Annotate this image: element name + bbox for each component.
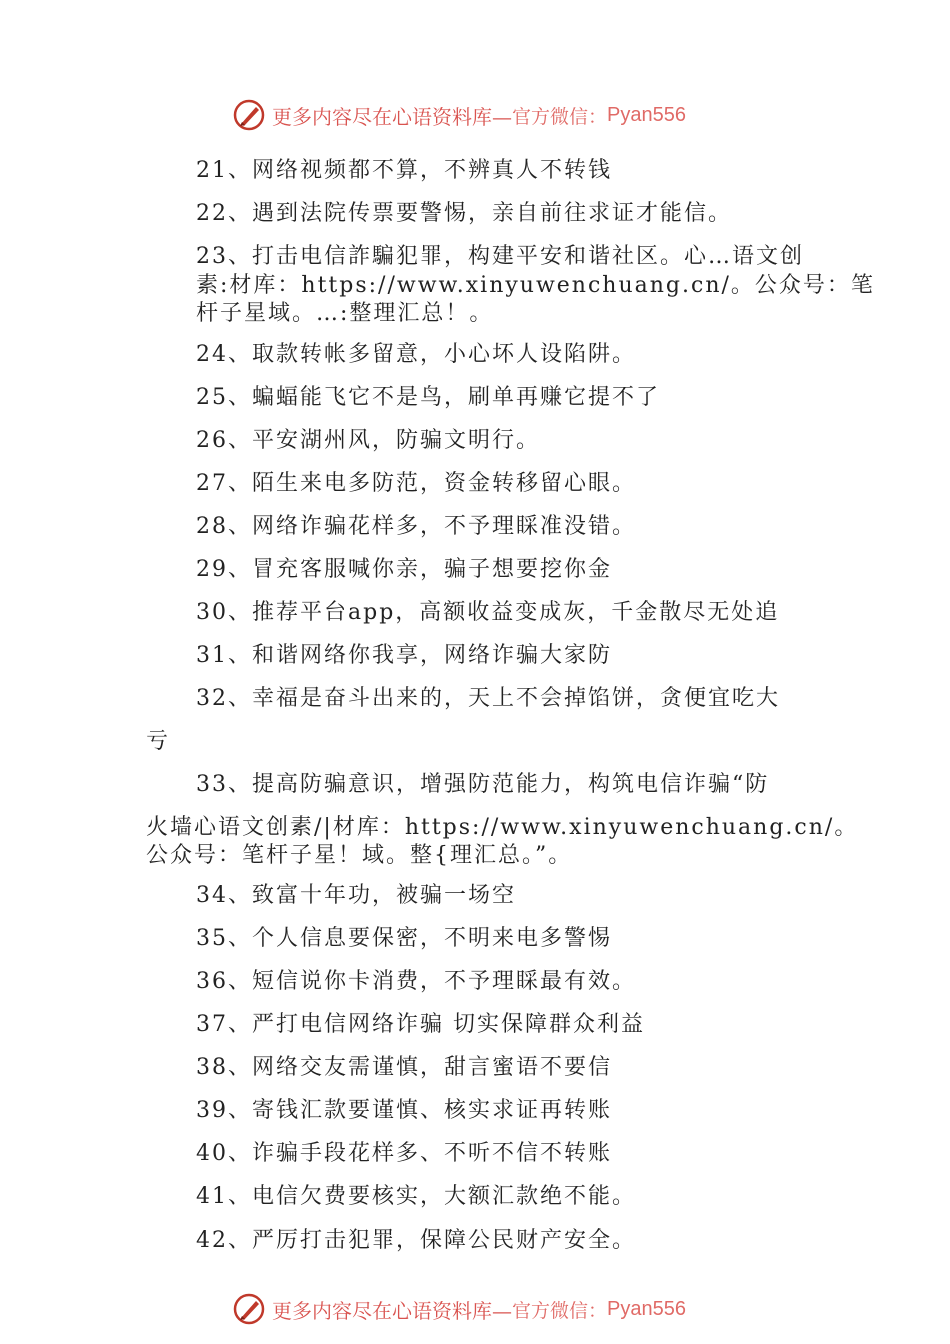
banner-text: 更多内容尽在心语资料库—: [272, 104, 512, 129]
list-item: 28、网络诈骗花样多，不予理睬准没错。: [196, 514, 636, 539]
banner-wechat-id: Pyan556: [607, 1297, 686, 1320]
list-item: 37、严打电信网络诈骗 切实保障群众利益: [196, 1012, 645, 1037]
list-item: 30、推荐平台app，高额收益变成灰，千金散尽无处追: [196, 600, 780, 625]
banner-wechat-id: Pyan556: [607, 103, 686, 126]
list-item: 24、取款转帐多留意，小心坏人设陷阱。: [196, 342, 636, 367]
list-item: 31、和谐网络你我享，网络诈骗大家防: [196, 643, 612, 668]
pen-logo-icon: [232, 98, 266, 132]
list-item: 22、遇到法院传票要警惕，亲自前往求证才能信。: [196, 201, 732, 226]
footer-banner: [232, 1289, 686, 1329]
banner-wechat-label: 官方微信：: [512, 105, 608, 128]
list-item: 36、短信说你卡消费，不予理睬最有效。: [196, 969, 636, 994]
list-item: 40、诈骗手段花样多、不听不信不转账: [196, 1141, 612, 1166]
list-item: 26、平安湖州风，防骗文明行。: [196, 428, 540, 453]
list-item: 38、网络交友需谨慎，甜言蜜语不要信: [196, 1055, 612, 1080]
list-item-continuation: 公众号：笔杆子星！域。整{理汇总。”。: [146, 843, 573, 868]
list-item-continuation: 素:材库：https://www.xinyuwenchuang.cn/。公众号：笔: [196, 273, 875, 298]
list-item: 25、蝙蝠能飞它不是鸟，刷单再赚它提不了: [196, 385, 660, 410]
banner-wechat-label: 官方微信：: [512, 1299, 608, 1322]
list-item: 39、寄钱汇款要谨慎、核实求证再转账: [196, 1098, 612, 1123]
list-item: 29、冒充客服喊你亲，骗子想要挖你金: [196, 557, 612, 582]
list-item: 27、陌生来电多防范，资金转移留心眼。: [196, 471, 636, 496]
list-item: 41、电信欠费要核实，大额汇款绝不能。: [196, 1184, 636, 1209]
list-item: 21、网络视频都不算，不辨真人不转钱: [196, 158, 612, 183]
banner-text: 更多内容尽在心语资料库—: [272, 1298, 512, 1323]
list-item: 33、提高防骗意识，增强防范能力，构筑电信诈骗“防: [196, 772, 770, 797]
list-item-continuation: 火墙心语文创素/|材库：https://www.xinyuwenchuang.cn/。: [146, 815, 859, 840]
list-item-continuation: 亏: [146, 729, 171, 754]
list-item: 34、致富十年功，被骗一场空: [196, 883, 516, 908]
list-item: 35、个人信息要保密，不明来电多警惕: [196, 926, 612, 951]
list-item: 42、严厉打击犯罪，保障公民财产安全。: [196, 1228, 636, 1253]
pen-logo-icon: [232, 1292, 266, 1326]
list-item: 32、幸福是奋斗出来的，天上不会掉馅饼，贪便宜吃大: [196, 686, 780, 711]
list-item: 23、打击电信詐騙犯罪，构建平安和谐社区。心…语文创: [196, 244, 804, 269]
header-banner: [232, 95, 686, 135]
list-item-continuation: 杆子星域。…:整理汇总！。: [196, 301, 494, 326]
